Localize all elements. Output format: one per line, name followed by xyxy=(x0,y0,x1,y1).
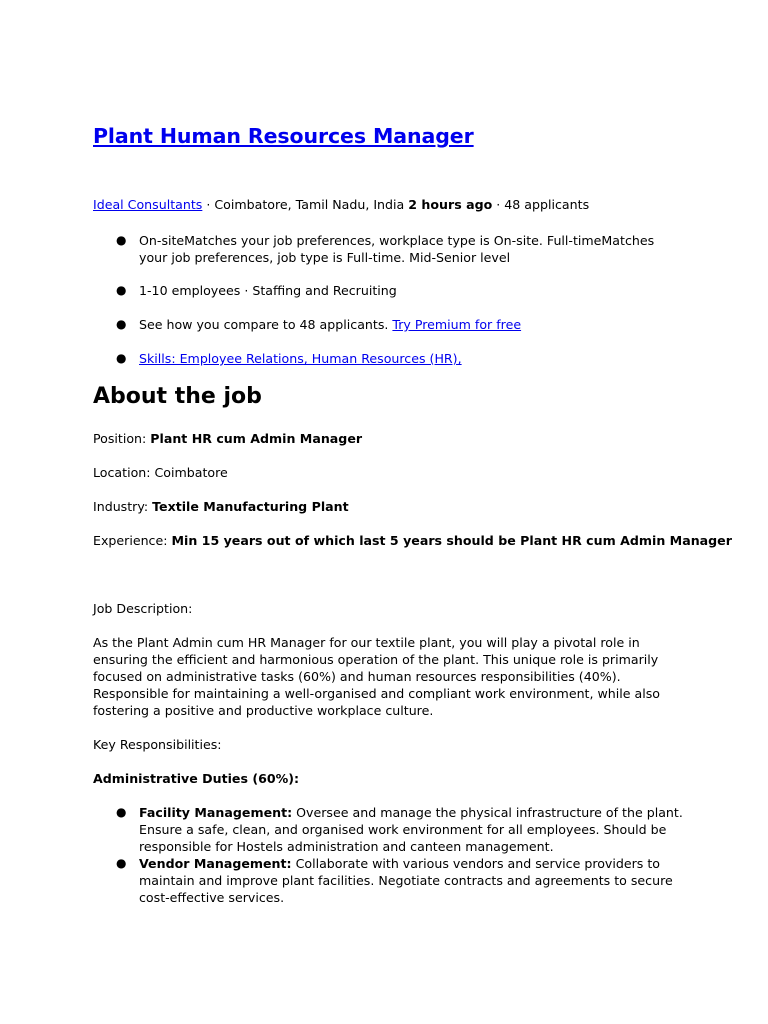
applicant-count: · 48 applicants xyxy=(492,197,590,212)
bullet-icon: ● xyxy=(116,233,127,247)
position-line xyxy=(93,430,362,447)
experience-value: Min 15 years out of which last 5 years should be Plant HR cum Admin Manager xyxy=(171,533,732,548)
list-item xyxy=(93,804,683,855)
responsibility-title: Vendor Management: xyxy=(139,856,292,871)
admin-duties-heading: Administrative Duties (60%): xyxy=(93,771,300,786)
key-responsibilities-label: Key Responsibilities: xyxy=(93,737,222,752)
job-title-link[interactable]: Plant Human Resources Manager xyxy=(93,124,474,148)
company-size: 1-10 employees · Staffing and Recruiting xyxy=(139,283,397,298)
company-link[interactable]: Ideal Consultants xyxy=(93,197,203,212)
posted-time: 2 hours ago xyxy=(408,197,493,212)
highlights-list-4 xyxy=(93,350,462,367)
try-premium-link[interactable]: Try Premium for free xyxy=(392,317,522,332)
list-item xyxy=(93,316,521,333)
responsibilities-list xyxy=(93,804,683,906)
job-description-text: As the Plant Admin cum HR Manager for our textile plant, you will play a pivotal role in ensuring the efficient and harmonious operation of the plant. This unique role is primarily focused on administrative tasks (60%) and human resources responsibilities (40%). Responsible for maintaining a well-organised and compliant work environment, while also fostering a positive and productive workplace culture. xyxy=(93,635,661,718)
bullet-icon: ● xyxy=(116,856,127,870)
skills-link[interactable]: Skills: Employee Relations, Human Resources (HR), xyxy=(139,351,462,366)
about-heading: About the job xyxy=(93,384,262,409)
experience-line xyxy=(93,532,732,549)
location-line: Location: Coimbatore xyxy=(93,465,228,480)
list-item xyxy=(93,282,397,299)
compare-text: See how you compare to 48 applicants. xyxy=(139,317,393,332)
industry-line xyxy=(93,498,349,515)
responsibility-text: Oversee and manage the physical infrastructure of the plant. Ensure a safe, clean, and organised work environment for all employees. Should be responsible for Hostels administration and canteen management. xyxy=(139,805,683,854)
bullet-icon: ● xyxy=(116,351,127,365)
responsibility-text: Collaborate with various vendors and service providers to maintain and improve plant facilities. Negotiate contracts and agreements to secure cost-effective services. xyxy=(139,856,673,905)
workplace-info: On-siteMatches your job preferences, workplace type is On-site. Full-timeMatches your job preferences, job type is Full-time. Mid-Senior level xyxy=(139,233,655,265)
position-label: Position: xyxy=(93,431,151,446)
highlights-list xyxy=(93,232,673,266)
experience-label: Experience: xyxy=(93,533,172,548)
bullet-icon: ● xyxy=(116,317,127,331)
responsibility-title: Facility Management: xyxy=(139,805,293,820)
bullet-icon: ● xyxy=(116,283,127,297)
highlights-list-2 xyxy=(93,282,397,299)
job-meta xyxy=(93,196,589,213)
job-location: · Coimbatore, Tamil Nadu, India xyxy=(202,197,409,212)
industry-label: Industry: xyxy=(93,499,153,514)
job-description-label: Job Description: xyxy=(93,601,193,616)
highlights-list-3 xyxy=(93,316,521,333)
list-item xyxy=(93,855,683,906)
list-item xyxy=(93,232,673,266)
industry-value: Textile Manufacturing Plant xyxy=(152,499,349,514)
list-item xyxy=(93,350,462,367)
position-value: Plant HR cum Admin Manager xyxy=(150,431,363,446)
bullet-icon: ● xyxy=(116,805,127,819)
